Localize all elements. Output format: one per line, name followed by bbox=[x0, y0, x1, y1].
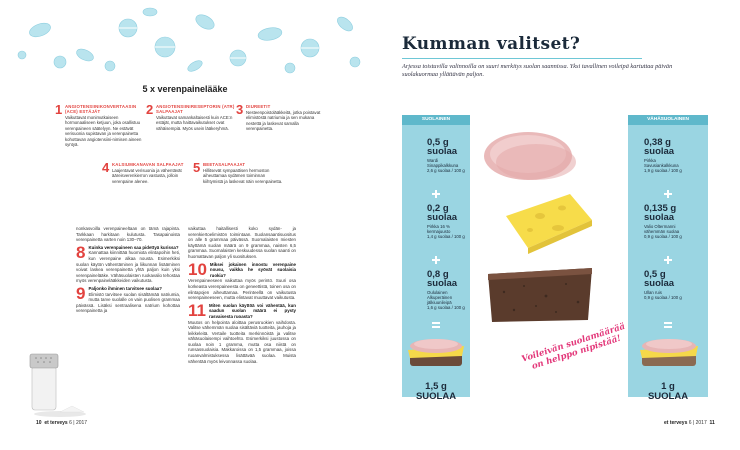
body-text: Verenpaineeseen vaikuttaa myös perintö. Suuri osa korkeasta verenpaineesta on geneettistä, toinen osa on elintapojen aiheuttamaa. Perinteellä on vaikutusta verenpaineeseen, mutta elintavat muuttavat vaikutusta. bbox=[188, 278, 296, 301]
headline: Kumman valitset? bbox=[402, 34, 581, 54]
page-folio: et terveys 6 | 2017 11 bbox=[664, 420, 715, 426]
plus-icon bbox=[432, 190, 440, 198]
drug-description: Vaikuttavat monimutkaiseen hormonaaliseen ketjuun, joka osallistuu verenpaineen säätelyyn. Ne estävät verisuonia supistavan ja verenpainetta kohottavan angiotensiini-nimisen aineen syntyä. bbox=[65, 115, 142, 148]
column-header-light: VÄHÄSUOLAINEN bbox=[628, 115, 708, 125]
salty-item-meat: 0,5 g suolaa Wardi Sinappikalkkuna 2,6 g suolaa / 100 g bbox=[427, 137, 465, 173]
equals-icon bbox=[664, 322, 672, 328]
salty-item-cheese: 0,2 g suolaa Pirkka 16 % kermajuusto 1,4 g suolaa / 100 g bbox=[427, 203, 465, 239]
light-sandwich-illustration bbox=[638, 334, 700, 370]
lede-text: Arjessa toistuvilla valinnoilla on suuri merkitys suolan saannissa. Yksi tavallinen voileipä kartuttaa päivän suolakuormaa yllättävän paljon. bbox=[402, 63, 673, 78]
plus-icon bbox=[432, 256, 440, 264]
body-text: nonkasvoilla verenpaineeltaan on tämä rajapinta. Tarkkaan harkitaan kulutusta. Tasapainoista verenpainetta varten noin 130–70. bbox=[76, 226, 180, 243]
question-number: 10 bbox=[188, 259, 207, 279]
drug-description: Hillitsevät sympaattisen hermoston aiheuttamaa sydämen toiminnan kiihtymistä ja laskevat näin verenpainetta. bbox=[203, 168, 283, 184]
drug-number: 3 bbox=[236, 102, 244, 117]
body-text: Kannattaa kiinnittää huomiota elintapoihin heti, kun verenpaine alkaa nousta. Esimerkiksi suolan käytön vähentäminen ja liikunnan lisääminen voivat laskea verenpainetta yhtä paljon kuin yksi verenpainelääke. Vähäsuolaisten ruokavalio tehostaa myös verenpainelääkkeiden vaikutusta. bbox=[76, 250, 180, 284]
body-text: vaikuttaa haitallisesti koko sydän- ja verenkiertoelimistön toimintaan. Suolansaantisuositus on alle 5 grammaa päivässä. Suomalaisten miesten käyttämä suolan määrä on 9 grammaa, naisten 6,5 grammaa. Suomalaisten keskuudessa suolan saanti on huomattavan paljon yli suosituksen. bbox=[188, 226, 296, 259]
handwritten-note: Voileivän suolamäärää on helppo nipistää! bbox=[520, 321, 627, 372]
page-folio: 10 et terveys 6 | 2017 bbox=[36, 420, 88, 426]
light-item-meat: 0,38 g suolaa Pirkka Savusiankalkkuna 1,9 g suolaa / 100 g bbox=[644, 137, 682, 173]
drug-name: DIUREETIT bbox=[246, 104, 271, 109]
infographic-header bbox=[402, 34, 702, 79]
section-title: 5 x verenpainelääke bbox=[142, 84, 228, 94]
light-item-cheese: 0,135 g suolaa Valio Oltermanni vähemmän suolaa 0,9 g suolaa / 100 g bbox=[644, 203, 682, 239]
plus-icon bbox=[664, 256, 672, 264]
question-title: Kuinka verenpaineen saa pidettyä kurissa? bbox=[88, 244, 179, 250]
pills-illustration bbox=[0, 0, 370, 80]
question-number: 8 bbox=[76, 242, 86, 262]
question-title: Miten suolan käyttöä voi vähentää, kun saadun suolan määrä ei pysty rasvaisesta ruoasta? bbox=[208, 302, 296, 319]
salty-item-bread: 0,8 g suolaa Oululainen Alkuperäinen jälkiuunileipä 1,6 g suolaa / 100 g bbox=[427, 269, 465, 310]
drug-item bbox=[102, 162, 194, 184]
body-text: Elimistö tarvitsee suolan sisältämää natriumia, mutta tarve suolalle on vain puolisen grammaa päivässä. Lisäksi sentraalisena natrium kohottaa verenpainetta ja bbox=[76, 291, 180, 314]
column-header-salty: SUOLAINEN bbox=[402, 115, 470, 125]
meat-slice-illustration bbox=[480, 126, 580, 184]
drug-number: 4 bbox=[102, 160, 110, 175]
rye-bread-illustration bbox=[484, 262, 596, 326]
drug-description: Laajentavat verisuonia ja vähentävät ääreisverenkierron vastusta, jolloin verenpaine alenee. bbox=[112, 168, 182, 184]
drug-name: ANGIOTENSIINIRESEPTORIN (ATR) SALPAAJAT bbox=[156, 104, 235, 114]
salt-shaker-illustration bbox=[20, 348, 90, 418]
equals-icon bbox=[432, 322, 440, 328]
question-title: Miksei jokainen innostu verenpaine nousu, vaikka he syövät suolaisia ruokia? bbox=[209, 261, 296, 278]
article-column-1 bbox=[76, 226, 180, 356]
drug-description: Vaikuttavat samankaltaisesti kuin ACE:n estäjät, mutta haittavaikutukset ovat vähäisempiä. Myös usein lääkeryhmä. bbox=[156, 115, 233, 131]
light-item-bread: 0,5 g suolaa Ullan ruis 0,9 g suolaa / 100 g bbox=[644, 269, 682, 300]
salty-total: 1,5 g SUOLAA bbox=[415, 381, 457, 402]
question-title: Paljonko ihminen tarvitsee suolaa? bbox=[88, 285, 162, 291]
drug-name: ANGIOTENSIINIKONVERTAASIN (ACE) ESTÄJÄT bbox=[65, 104, 137, 114]
drug-description: Nesteenpoistolääkkeitä, jotka poistavat elimistöstä natriumia ja sen mukana nestettä ja laskevat samalla verenpainetta. bbox=[246, 110, 321, 132]
salty-sandwich-illustration bbox=[406, 334, 466, 370]
body-text: Muutos on helpointa aloittaa perusruokien vaihdosta. Valitse vähemmän suolaa sisältäviä tuotteita, jauhoja ja leikkeleitä. Vertaile tuotteita merkinnöistä ja valitse vähäsuolaisempi vaihtoehto. Esimerkiksi juustossa on suolaa noin 1 gramma, mutta osa niistä on runsassuolaisia. Makkaroissa on 1,5 grammaa, joissa ruoanvalmistuksessa lisättävää suolaa. Muista vähentää myös leivonnassa suolaa. bbox=[188, 319, 296, 364]
drug-number: 2 bbox=[146, 102, 154, 117]
cheese-slice-illustration bbox=[500, 190, 595, 254]
drug-item bbox=[55, 104, 147, 147]
question-number: 11 bbox=[188, 300, 206, 320]
article-column-2 bbox=[188, 226, 296, 416]
divider bbox=[402, 58, 642, 59]
question-number: 9 bbox=[76, 283, 86, 303]
drug-number: 1 bbox=[55, 102, 63, 117]
plus-icon bbox=[664, 190, 672, 198]
drug-item bbox=[236, 104, 326, 132]
drug-name: KALSIUMKANAVAN SALPAAJAT bbox=[112, 162, 184, 167]
drug-item bbox=[146, 104, 236, 131]
drug-number: 5 bbox=[193, 160, 201, 175]
drug-name: BEETASALPAAJAT bbox=[203, 162, 246, 167]
light-total: 1 g SUOLAA bbox=[647, 381, 689, 402]
drug-item bbox=[193, 162, 285, 184]
